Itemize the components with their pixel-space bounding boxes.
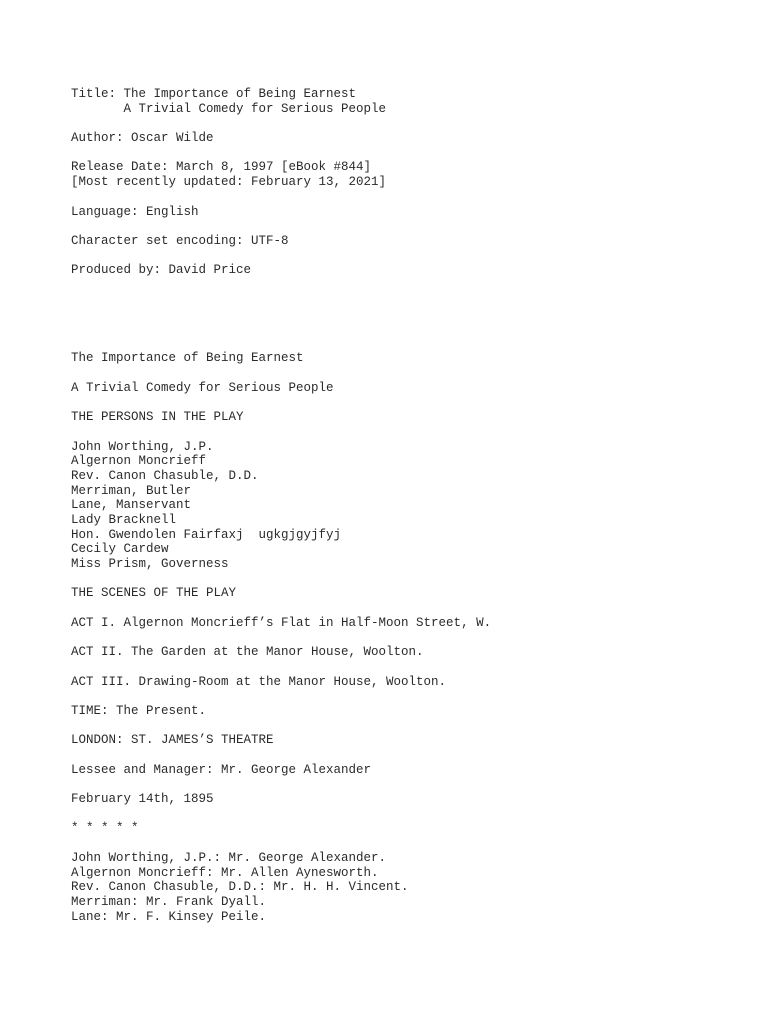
list-item: Hon. Gwendolen Fairfaxj ugkgjgyjfyj [71, 527, 342, 542]
persons-list [71, 440, 761, 572]
act-1-block [71, 616, 761, 631]
act-2-line: ACT II. The Garden at the Manor House, Woolton. [71, 645, 424, 660]
list-item: Rev. Canon Chasuble, D.D.: Mr. H. H. Vincent. [71, 880, 409, 895]
language-block [71, 205, 761, 220]
list-item: Lane, Manservant [71, 498, 192, 513]
producer-block [71, 263, 761, 278]
list-item: Cecily Cardew [71, 542, 169, 557]
play-subtitle-block [71, 381, 761, 396]
list-item: John Worthing, J.P. [71, 439, 214, 454]
list-item: Merriman, Butler [71, 483, 192, 498]
play-title: The Importance of Being Earnest [71, 351, 304, 366]
release-block [71, 160, 761, 189]
play-subtitle: A Trivial Comedy for Serious People [71, 380, 334, 395]
date-block [71, 792, 761, 807]
cast-list [71, 851, 761, 924]
play-title-block [71, 351, 761, 366]
encoding-line: Character set encoding: UTF-8 [71, 233, 289, 248]
list-item: Lady Bracknell [71, 513, 177, 527]
section-spacer [71, 278, 761, 352]
theatre-block [71, 733, 761, 748]
language-line: Language: English [71, 204, 199, 219]
list-item: Algernon Moncrieff: Mr. Allen Aynesworth. [71, 865, 379, 880]
updated-line: [Most recently updated: February 13, 2021] [71, 175, 387, 190]
act-2-block [71, 645, 761, 660]
time-block [71, 704, 761, 719]
release-date-line: Release Date: March 8, 1997 [eBook #844] [71, 160, 372, 175]
theatre-line: LONDON: ST. JAMES’S THEATRE [71, 733, 274, 748]
produced-by-line: Produced by: David Price [71, 263, 252, 278]
subtitle-line: A Trivial Comedy for Serious People [71, 101, 387, 116]
manager-block [71, 763, 761, 778]
title-line: Title: The Importance of Being Earnest [71, 87, 357, 101]
list-item: Algernon Moncrieff [71, 454, 207, 469]
list-item: Rev. Canon Chasuble, D.D. [71, 468, 259, 483]
performance-date: February 14th, 1895 [71, 792, 214, 807]
persons-heading: THE PERSONS IN THE PLAY [71, 410, 244, 425]
list-item: Lane: Mr. F. Kinsey Peile. [71, 909, 267, 924]
act-3-block [71, 675, 761, 690]
list-item: Miss Prism, Governess [71, 557, 229, 572]
separator-block [71, 821, 761, 836]
scenes-heading: THE SCENES OF THE PLAY [71, 586, 237, 601]
persons-heading-block [71, 410, 761, 425]
time-line: TIME: The Present. [71, 703, 207, 718]
act-1-line: ACT I. Algernon Moncrieff’s Flat in Half-Moon Street, W. [71, 615, 492, 630]
list-item: John Worthing, J.P.: Mr. George Alexander. [71, 850, 387, 865]
scenes-heading-block [71, 586, 761, 601]
separator-stars: * * * * * [71, 821, 139, 836]
manager-line: Lessee and Manager: Mr. George Alexander [71, 762, 372, 777]
author-block [71, 131, 761, 146]
act-3-line: ACT III. Drawing-Room at the Manor House, Woolton. [71, 674, 447, 689]
title-block [71, 87, 761, 116]
list-item: Merriman: Mr. Frank Dyall. [71, 894, 267, 909]
encoding-block [71, 234, 761, 249]
author-line: Author: Oscar Wilde [71, 131, 214, 146]
ebook-text-page [71, 87, 761, 924]
